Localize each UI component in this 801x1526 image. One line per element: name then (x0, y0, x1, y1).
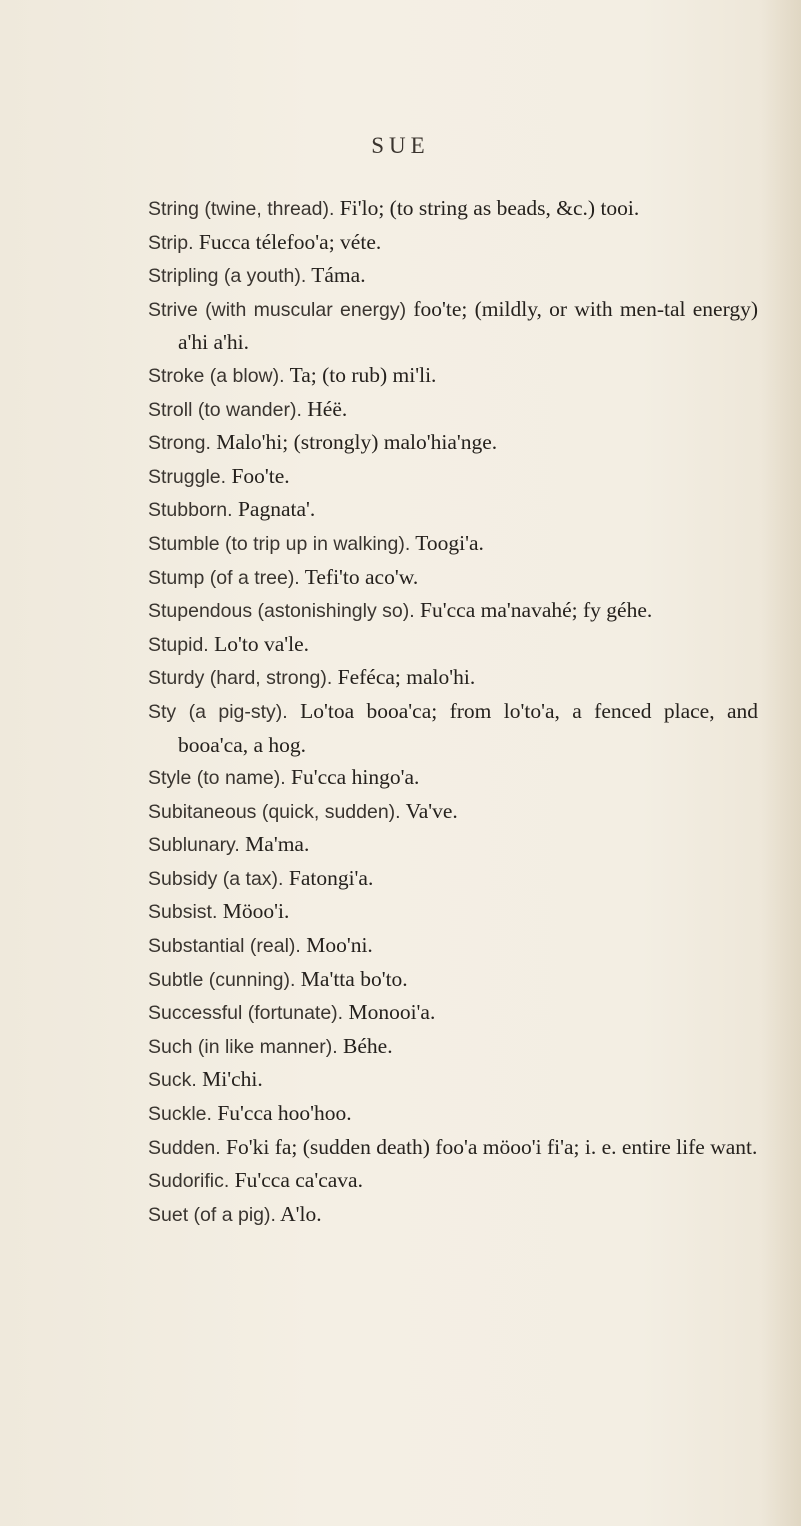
entry-headword: Stubborn. (148, 499, 233, 522)
entry-translation: Béhe. (343, 1033, 393, 1058)
dictionary-entry (148, 963, 758, 997)
entry-translation: Fu'cca ma'navahé; fy géhe. (420, 598, 653, 623)
entry-translation: Malo'hi; (strongly) malo'hia'nge. (216, 430, 498, 455)
entry-headword: Stump (of a tree). (148, 566, 300, 589)
entry-translation: Tefi'to aco'w. (304, 564, 419, 589)
dictionary-entry (148, 192, 758, 226)
entry-translation: Lo'toa booa'ca; from lo'to'a, a fenced place, and booa'ca, a hog. (178, 698, 758, 757)
entry-headword: Sty (a pig-sty). (148, 700, 288, 723)
entry-headword: String (twine, thread). (148, 198, 335, 220)
entry-headword: Suet (of a pig). (148, 1203, 276, 1226)
entry-headword: Sublunary. (148, 834, 240, 857)
entry-headword: Subitaneous (quick, sudden). (148, 800, 401, 823)
entry-translation: Héë. (307, 396, 348, 421)
entry-translation: Ma'tta bo'to. (300, 966, 408, 991)
entry-headword: Sudden. (148, 1136, 221, 1159)
dictionary-entry (148, 795, 758, 829)
dictionary-entries (148, 192, 758, 1231)
entry-translation: Fo'ki fa; (sudden death) foo'a möoo'i fi'a; i. e. entire life want. (226, 1134, 758, 1159)
dictionary-entry (148, 1030, 758, 1064)
entry-translation: Fu'cca hingo'a. (291, 765, 420, 790)
dictionary-entry (148, 1131, 758, 1165)
entry-translation: Fucca télefoo'a; véte. (198, 229, 382, 254)
entry-translation: A'lo. (280, 1201, 322, 1226)
dictionary-entry (148, 862, 758, 896)
entry-translation: Fatongi'a. (288, 865, 374, 890)
entry-translation: Lo'to va'le. (214, 631, 310, 656)
entry-translation: Foo'te. (231, 463, 290, 488)
entry-headword: Struggle. (148, 465, 227, 488)
entry-translation: Fi'lo; (to string as beads, &c.) tooi. (339, 196, 640, 220)
entry-headword: Strip. (148, 231, 194, 254)
entry-translation: Táma. (311, 263, 366, 288)
entry-headword: Such (in like manner). (148, 1035, 338, 1058)
entry-headword: Stumble (to trip up in walking). (148, 532, 411, 555)
dictionary-entry (148, 527, 758, 561)
dictionary-entry (148, 594, 758, 628)
dictionary-entry (148, 1063, 758, 1097)
dictionary-entry (148, 1097, 758, 1131)
entry-headword: Stupendous (astonishingly so). (148, 600, 415, 623)
entry-translation: Möoo'i. (222, 899, 290, 924)
entry-headword: Strong. (148, 432, 211, 455)
dictionary-entry (148, 761, 758, 795)
dictionary-entry (148, 259, 758, 293)
dictionary-entry (148, 695, 758, 761)
entry-headword: Sturdy (hard, strong). (148, 667, 333, 690)
entry-headword: Successful (fortunate). (148, 1002, 344, 1025)
entry-headword: Subtle (cunning). (148, 968, 296, 991)
entry-headword: Substantial (real). (148, 935, 301, 958)
dictionary-entry (148, 996, 758, 1030)
entry-headword: Stripling (a youth). (148, 265, 307, 288)
entry-headword: Strive (with muscular energy) (148, 298, 407, 321)
dictionary-entry (148, 895, 758, 929)
dictionary-entry (148, 1198, 758, 1232)
dictionary-entry (148, 561, 758, 595)
dictionary-entry (148, 359, 758, 393)
entry-translation: Va've. (405, 798, 458, 823)
dictionary-entry (148, 293, 758, 359)
dictionary-entry (148, 493, 758, 527)
dictionary-entry (148, 661, 758, 695)
entry-translation: Pagnata'. (237, 497, 316, 522)
entry-translation: Ta; (to rub) mi'li. (289, 362, 437, 387)
entry-translation: foo'te; (mildly, or with men-tal energy) a'hi a'hi. (178, 296, 758, 355)
entry-translation: Fu'cca hoo'hoo. (217, 1101, 352, 1126)
entry-translation: Toogi'a. (415, 530, 484, 555)
running-header: SUE (371, 133, 430, 158)
entry-translation: Mi'chi. (202, 1067, 263, 1092)
entry-headword: Subsist. (148, 901, 218, 924)
entry-translation: Ma'ma. (245, 832, 310, 857)
entry-headword: Stroll (to wander). (148, 398, 302, 421)
entry-headword: Sudorific. (148, 1170, 230, 1193)
dictionary-entry (148, 828, 758, 862)
page-edge-shadow (761, 0, 801, 1526)
dictionary-entry (148, 226, 758, 260)
entry-translation: Monooi'a. (348, 1000, 436, 1025)
entry-headword: Stroke (a blow). (148, 364, 285, 387)
dictionary-entry (148, 1164, 758, 1198)
entry-headword: Subsidy (a tax). (148, 867, 284, 890)
entry-headword: Suck. (148, 1069, 197, 1092)
entry-translation: Fu'cca ca'cava. (234, 1168, 363, 1193)
entry-headword: Style (to name). (148, 767, 286, 790)
dictionary-entry (148, 460, 758, 494)
entry-headword: Stupid. (148, 633, 209, 656)
entry-translation: Moo'ni. (306, 933, 373, 958)
entry-translation: Feféca; malo'hi. (337, 665, 476, 690)
dictionary-entry (148, 929, 758, 963)
entry-headword: Suckle. (148, 1103, 212, 1126)
dictionary-entry (148, 393, 758, 427)
dictionary-entry (148, 628, 758, 662)
dictionary-entry (148, 426, 758, 460)
